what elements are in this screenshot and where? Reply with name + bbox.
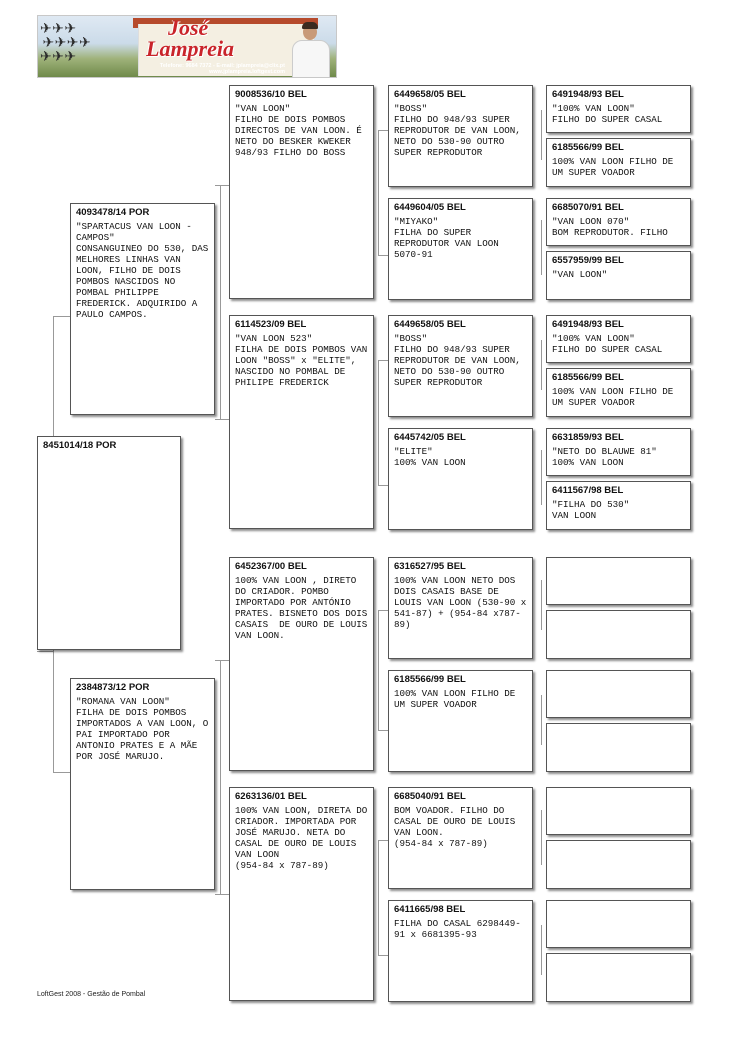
connector-line <box>541 810 542 865</box>
ring-number: 2384873/12 POR <box>76 682 150 693</box>
pigeon-description: 100% VAN LOON, DIRETA DO CRIADOR. IMPORTADA POR JOSÉ MARUJO. NETA DO CASAL DE OURO DE LOUIS VAN LOON (954-84 x 787-89) <box>235 805 368 871</box>
ancestor-card[interactable] <box>546 368 691 417</box>
pigeon-description: FILHA DO CASAL 6298449-91 x 6681395-93 <box>394 918 521 940</box>
birds-graphic: ✈ ✈ ✈ ✈ ✈ ✈ ✈ ✈ ✈ ✈ <box>40 21 89 65</box>
ring-number: 6185566/99 BEL <box>552 372 624 383</box>
ancestor-card[interactable] <box>546 953 691 1002</box>
great-grandparent-card[interactable] <box>388 787 533 889</box>
connector-line <box>541 220 542 275</box>
banner-website: www.jplampreia.loftgest.com <box>209 69 285 75</box>
connector-line <box>541 450 542 505</box>
grandparent-card[interactable] <box>229 787 374 1001</box>
pigeon-description: "BOSS" FILHO DO 948/93 SUPER REPRODUTOR DE VAN LOON, NETO DO 530-90 OUTRO SUPER REPRODUTOR <box>394 103 521 158</box>
pigeon-description: "MIYAKO" FILHA DO SUPER REPRODUTOR VAN LOON 5070-91 <box>394 216 499 260</box>
ring-number: 6491948/93 BEL <box>552 319 624 330</box>
pigeon-description: "ELITE" 100% VAN LOON <box>394 446 466 468</box>
great-grandparent-card[interactable] <box>388 198 533 300</box>
pigeon-description: 100% VAN LOON FILHO DE UM SUPER VOADOR <box>552 156 679 178</box>
ring-number: 6449604/05 BEL <box>394 202 466 213</box>
ring-number: 6685040/91 BEL <box>394 791 466 802</box>
ancestor-card[interactable] <box>546 787 691 835</box>
pigeon-description: 100% VAN LOON FILHO DE UM SUPER VOADOR <box>552 386 679 408</box>
dam-card[interactable] <box>70 678 215 890</box>
ancestor-card[interactable] <box>546 198 691 246</box>
ancestor-card[interactable] <box>546 481 691 530</box>
connector-line <box>53 316 70 317</box>
ring-number: 6316527/95 BEL <box>394 561 466 572</box>
pigeon-description: "VAN LOON" <box>552 269 608 280</box>
connector-line <box>541 110 542 160</box>
pigeon-description: "100% VAN LOON" FILHO DO SUPER CASAL <box>552 333 663 355</box>
pigeon-description: "VAN LOON 523" FILHA DE DOIS POMBOS VAN LOON "BOSS" x "ELITE", NASCIDO NO POMBAL DE PHILIPE FREDERICK <box>235 333 368 388</box>
ancestor-card[interactable] <box>546 428 691 476</box>
great-grandparent-card[interactable] <box>388 428 533 530</box>
great-grandparent-card[interactable] <box>388 315 533 417</box>
connector-line <box>378 255 388 256</box>
connector-line <box>37 651 53 652</box>
ring-number: 6263136/01 BEL <box>235 791 307 802</box>
pigeon-description: "NETO DO BLAUWE 81" 100% VAN LOON <box>552 446 657 468</box>
great-grandparent-card[interactable] <box>388 85 533 187</box>
connector-line <box>378 130 388 131</box>
ring-number: 6631859/93 BEL <box>552 432 624 443</box>
pigeon-description: BOM VOADOR. FILHO DO CASAL DE OURO DE LOUIS VAN LOON. (954-84 x 787-89) <box>394 805 516 849</box>
connector-line <box>541 580 542 630</box>
ring-number: 9008536/10 BEL <box>235 89 307 100</box>
connector-line <box>378 840 379 955</box>
ancestor-card[interactable] <box>546 610 691 659</box>
ring-number: 6411665/98 BEL <box>394 904 466 915</box>
connector-line <box>378 955 388 956</box>
header-banner <box>37 15 337 78</box>
ancestor-card[interactable] <box>546 138 691 187</box>
pigeon-description: 100% VAN LOON FILHO DE UM SUPER VOADOR <box>394 688 521 710</box>
grandparent-card[interactable] <box>229 557 374 771</box>
connector-line <box>378 730 388 731</box>
ring-number: 6449658/05 BEL <box>394 89 466 100</box>
banner-last-name: Lampreia <box>146 36 234 61</box>
ancestor-card[interactable] <box>546 251 691 300</box>
pigeon-description: "100% VAN LOON" FILHO DO SUPER CASAL <box>552 103 663 125</box>
connector-line <box>378 130 379 255</box>
sire-card[interactable] <box>70 203 215 415</box>
connector-line <box>220 660 221 894</box>
ring-number: 6185566/99 BEL <box>394 674 466 685</box>
connector-line <box>215 185 229 186</box>
connector-line <box>378 360 388 361</box>
connector-line <box>541 695 542 745</box>
ring-number: 6185566/99 BEL <box>552 142 624 153</box>
connector-line <box>220 185 221 419</box>
connector-line <box>541 340 542 390</box>
pigeon-description: "ROMANA VAN LOON" FILHA DE DOIS POMBOS IMPORTADOS A VAN LOON, O PAI IMPORTADO POR ANTONIO PRATES E A MÃE POR JOSÉ MARUJO. <box>76 696 209 762</box>
great-grandparent-card[interactable] <box>388 900 533 1002</box>
connector-line <box>215 894 229 895</box>
ancestor-card[interactable] <box>546 900 691 948</box>
great-grandparent-card[interactable] <box>388 557 533 659</box>
ancestor-card[interactable] <box>546 840 691 889</box>
pigeon-description: "VAN LOON 070" BOM REPRODUTOR. FILHO <box>552 216 668 238</box>
ring-number: 6445742/05 BEL <box>394 432 466 443</box>
connector-line <box>378 360 379 485</box>
grandparent-card[interactable] <box>229 315 374 529</box>
ring-number: 6491948/93 BEL <box>552 89 624 100</box>
pigeon-description: 100% VAN LOON NETO DOS DOIS CASAIS BASE DE LOUIS VAN LOON (530-90 x 541-87) + (954-84 x787-89) <box>394 575 532 630</box>
ring-number: 8451014/18 POR <box>43 440 117 451</box>
subject-card[interactable] <box>37 436 181 650</box>
banner-first-name: José <box>168 15 209 40</box>
ancestor-card[interactable] <box>546 315 691 363</box>
connector-line <box>378 610 388 611</box>
footer-text: LoftGest 2008 - Gestão de Pombal <box>37 991 146 998</box>
pigeon-description: "SPARTACUS VAN LOON - CAMPOS" CONSANGUINEO DO 530, DAS MELHORES LINHAS VAN LOON, FILHO DE DOIS POMBOS NASCIDOS NO POMBAL PHILIPPE FREDERICK. ADQUIRIDO A PAULO CAMPOS. <box>76 221 209 320</box>
grandparent-card[interactable] <box>229 85 374 299</box>
person-photo <box>290 22 330 78</box>
connector-line <box>541 925 542 975</box>
pigeon-description: 100% VAN LOON , DIRETO DO CRIADOR. POMBO IMPORTADO POR ANTÓNIO PRATES. BISNETO DOS DOIS CASAIS DE OURO DE LOUIS VAN LOON. <box>235 575 373 641</box>
ring-number: 4093478/14 POR <box>76 207 150 218</box>
connector-line <box>53 772 70 773</box>
connector-line <box>215 419 229 420</box>
ancestor-card[interactable] <box>546 557 691 605</box>
great-grandparent-card[interactable] <box>388 670 533 772</box>
ring-number: 6685070/91 BEL <box>552 202 624 213</box>
banner-phone-line: Telefone: 9684 7372 - E-mail: jplampreia@clix.pt <box>159 63 285 69</box>
connector-line <box>215 660 229 661</box>
ancestor-card[interactable] <box>546 723 691 772</box>
ancestor-card[interactable] <box>546 85 691 133</box>
connector-line <box>378 840 388 841</box>
ancestor-card[interactable] <box>546 670 691 718</box>
pigeon-description: "FILHA DO 530" VAN LOON <box>552 499 630 521</box>
connector-line <box>378 610 379 730</box>
banner-contact <box>120 63 285 75</box>
ring-number: 6557959/99 BEL <box>552 255 624 266</box>
ring-number: 6114523/09 BEL <box>235 319 307 330</box>
pigeon-description: "VAN LOON" FILHO DE DOIS POMBOS DIRECTOS DE VAN LOON. É NETO DO BESKER KWEKER 948/93 FILHO DO BOSS <box>235 103 362 158</box>
connector-line <box>378 485 388 486</box>
ring-number: 6452367/00 BEL <box>235 561 307 572</box>
ring-number: 6411567/98 BEL <box>552 485 624 496</box>
pigeon-description: "BOSS" FILHO DO 948/93 SUPER REPRODUTOR DE VAN LOON, NETO DO 530-90 OUTRO SUPER REPRODUTOR <box>394 333 521 388</box>
ring-number: 6449658/05 BEL <box>394 319 466 330</box>
